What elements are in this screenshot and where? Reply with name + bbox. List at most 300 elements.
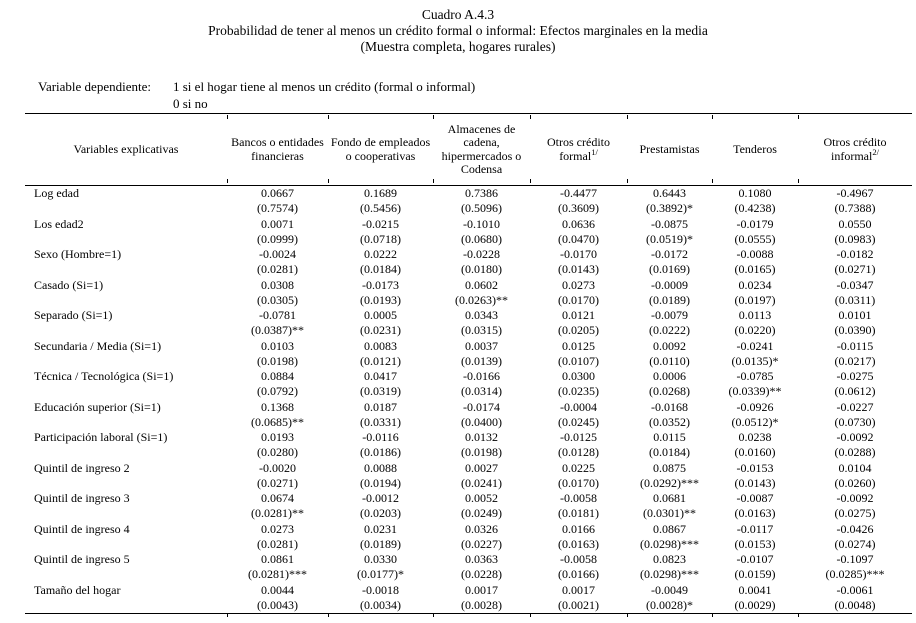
- coefficient-value: 0.0041: [738, 582, 772, 597]
- coefficient-value: 0.0027: [465, 460, 498, 475]
- coefficient-value: 0.0300: [562, 369, 595, 383]
- standard-error-value: (0.0163): [734, 506, 776, 521]
- coefficient-value: -0.0426: [836, 521, 874, 536]
- table-subtitle: (Muestra completa, hogares rurales): [360, 39, 556, 54]
- standard-error-value: (0.0198): [461, 445, 502, 460]
- coefficient-value: 0.0273: [562, 277, 595, 292]
- rule-tick: [627, 179, 628, 183]
- coefficient-value: 0.0166: [562, 521, 595, 536]
- coefficient-value: 0.0363: [465, 552, 498, 566]
- estimate-cell: [530, 461, 627, 492]
- coefficient-value: 0.0343: [465, 308, 498, 322]
- coefficient-value: 0.0636: [562, 216, 595, 231]
- estimate-cell: [433, 278, 530, 309]
- coefficient-value: -0.0215: [362, 216, 399, 231]
- estimate-cell: [328, 491, 433, 522]
- standard-error-value: (0.0983): [834, 231, 876, 246]
- column-header: Otros crédito informal$^{2/}$: [798, 114, 912, 186]
- standard-error-value: (0.0400): [461, 414, 502, 429]
- rule-tick: [328, 179, 329, 183]
- rule-tick: [798, 115, 799, 119]
- coefficient-value: -0.0179: [736, 216, 774, 231]
- coefficient-value: -0.0115: [836, 338, 874, 353]
- standard-error-value: (0.0143): [558, 262, 599, 277]
- estimate-cell: [433, 491, 530, 522]
- standard-error-value: (0.0315): [461, 323, 502, 338]
- variable-label: Log edad: [34, 186, 79, 200]
- rule-tick: [433, 613, 434, 617]
- coefficient-value: -0.0092: [836, 430, 874, 444]
- standard-error-value: (0.0034): [360, 597, 401, 612]
- standard-error-value: (0.0281)**: [251, 506, 304, 521]
- estimate-cell: [433, 583, 530, 614]
- coefficient-value: -0.0116: [362, 430, 399, 444]
- dependent-variable-values: [173, 79, 475, 112]
- coefficient-value: 0.0132: [465, 430, 498, 444]
- standard-error-value: (0.5456): [360, 201, 401, 216]
- results-table: [25, 113, 912, 614]
- estimate-cell: [227, 217, 328, 248]
- standard-error-value: (0.0298)***: [640, 567, 699, 582]
- estimate-cell: [798, 186, 912, 217]
- variable-label: Quintil de ingreso 4: [34, 521, 130, 536]
- coefficient-value: -0.0012: [362, 491, 399, 505]
- table-row: [25, 278, 912, 309]
- table-row: [25, 369, 912, 400]
- standard-error-value: (0.0685)**: [251, 414, 304, 429]
- standard-error-value: (0.0184): [649, 445, 690, 460]
- coefficient-value: 0.0417: [364, 369, 397, 383]
- estimate-cell: [227, 491, 328, 522]
- standard-error-value: (0.0193): [360, 292, 401, 307]
- standard-error-value: (0.0217): [834, 353, 876, 368]
- standard-error-value: (0.0220): [734, 323, 776, 338]
- standard-error-value: (0.0121): [360, 353, 401, 368]
- estimate-cell: [712, 400, 798, 431]
- coefficient-value: -0.0117: [736, 521, 774, 536]
- standard-error-value: (0.0227): [461, 536, 502, 551]
- coefficient-value: -0.0228: [463, 247, 500, 261]
- standard-error-value: (0.0135)*: [731, 353, 779, 368]
- estimate-cell: [627, 583, 712, 614]
- coefficient-value: 0.0088: [364, 460, 397, 475]
- estimate-cell: [530, 217, 627, 248]
- standard-error-value: (0.0028): [461, 597, 502, 612]
- coefficient-value: -0.0107: [736, 552, 774, 566]
- standard-error-value: (0.0311): [834, 292, 876, 307]
- standard-error-value: (0.0285)***: [825, 567, 885, 582]
- estimate-cell: [530, 522, 627, 553]
- estimate-cell: [712, 308, 798, 339]
- dependent-variable-label: Variable dependiente:: [38, 79, 151, 94]
- coefficient-value: 0.0101: [838, 308, 872, 322]
- standard-error-value: (0.0048): [834, 597, 876, 612]
- estimate-cell: [712, 217, 798, 248]
- standard-error-value: (0.0331): [360, 414, 401, 429]
- standard-error-value: (0.0718): [360, 231, 401, 246]
- rule-tick: [798, 179, 799, 183]
- estimate-cell: [433, 552, 530, 583]
- standard-error-value: (0.0028)*: [646, 597, 693, 612]
- coefficient-value: 0.0550: [838, 216, 872, 231]
- estimate-cell: [712, 186, 798, 217]
- coefficient-value: -0.1010: [463, 216, 500, 231]
- standard-error-value: (0.3892)*: [646, 201, 693, 216]
- estimate-cell: [328, 400, 433, 431]
- coefficient-value: 0.0681: [653, 491, 686, 505]
- table-row: [25, 552, 912, 583]
- standard-error-value: (0.5096): [461, 201, 502, 216]
- estimate-cell: [712, 583, 798, 614]
- estimate-cell: [227, 461, 328, 492]
- estimate-cell: [530, 552, 627, 583]
- column-header: Prestamistas: [627, 114, 712, 186]
- estimate-cell: [627, 308, 712, 339]
- coefficient-value: -0.0020: [259, 460, 296, 475]
- standard-error-value: (0.0263)**: [455, 292, 508, 307]
- coefficient-value: -0.0018: [362, 582, 399, 597]
- estimate-cell: [227, 339, 328, 370]
- estimate-cell: [627, 400, 712, 431]
- coefficient-value: 0.0092: [653, 338, 686, 353]
- coefficient-value: 0.0667: [261, 186, 294, 200]
- standard-error-value: (0.0110): [649, 353, 690, 368]
- coefficient-value: 0.0273: [261, 521, 294, 536]
- standard-error-value: (0.0730): [834, 414, 876, 429]
- coefficient-value: 0.0326: [465, 521, 498, 536]
- standard-error-value: (0.0268): [649, 384, 690, 399]
- standard-error-value: (0.0275): [834, 506, 876, 521]
- coefficient-value: 0.0823: [653, 552, 686, 566]
- coefficient-value: -0.0079: [651, 308, 688, 322]
- estimate-cell: [530, 491, 627, 522]
- coefficient-value: 0.6443: [653, 186, 686, 200]
- coefficient-value: -0.0173: [362, 277, 399, 292]
- estimate-cell: [433, 400, 530, 431]
- column-header: Otros crédito formal$^{1/}$: [530, 114, 627, 186]
- standard-error-value: (0.0298)***: [640, 536, 699, 551]
- coefficient-value: 0.0187: [364, 399, 397, 414]
- estimate-cell: [712, 369, 798, 400]
- estimate-cell: [798, 491, 912, 522]
- standard-error-value: (0.0029): [734, 597, 776, 612]
- variable-label: Los edad2: [34, 216, 84, 231]
- standard-error-value: (0.0159): [734, 567, 776, 582]
- coefficient-value: -0.0174: [463, 399, 500, 414]
- standard-error-value: (0.0305): [257, 292, 298, 307]
- estimate-cell: [627, 491, 712, 522]
- standard-error-value: (0.0288): [834, 445, 876, 460]
- rule-tick: [798, 613, 799, 617]
- standard-error-value: (0.0612): [834, 384, 876, 399]
- estimate-cell: [530, 278, 627, 309]
- coefficient-value: 0.0017: [562, 582, 595, 597]
- estimate-cell: [712, 247, 798, 278]
- standard-error-value: (0.0280): [257, 445, 298, 460]
- standard-error-value: (0.0139): [461, 353, 502, 368]
- estimate-cell: [798, 278, 912, 309]
- standard-error-value: (0.0165): [734, 262, 776, 277]
- estimate-cell: [530, 186, 627, 217]
- standard-error-value: (0.4238): [734, 201, 776, 216]
- rule-tick: [530, 179, 531, 183]
- coefficient-value: -0.4477: [560, 186, 597, 200]
- coefficient-value: 0.0884: [261, 369, 294, 383]
- standard-error-value: (0.7388): [834, 201, 876, 216]
- estimate-cell: [798, 308, 912, 339]
- table-row: [25, 491, 912, 522]
- standard-error-value: (0.0043): [257, 597, 298, 612]
- estimate-cell: [712, 552, 798, 583]
- rule-tick: [433, 179, 434, 183]
- standard-error-value: (0.0314): [461, 384, 502, 399]
- standard-error-value: (0.0180): [461, 262, 502, 277]
- estimate-cell: [627, 369, 712, 400]
- estimate-cell: [798, 339, 912, 370]
- table-row: [25, 217, 912, 248]
- rule-tick: [328, 115, 329, 119]
- rule-tick: [712, 613, 713, 617]
- standard-error-value: (0.0197): [734, 292, 776, 307]
- column-header: Bancos o entidades financieras: [227, 114, 328, 186]
- estimate-cell: [328, 430, 433, 461]
- estimate-cell: [328, 308, 433, 339]
- estimate-cell: [433, 430, 530, 461]
- coefficient-value: -0.0058: [560, 552, 597, 566]
- variable-label: Tamaño del hogar: [34, 582, 121, 597]
- estimate-cell: [328, 552, 433, 583]
- table-title: Probabilidad de tener al menos un crédito formal o informal: Efectos marginales en la media: [208, 23, 708, 38]
- rule-tick: [712, 115, 713, 119]
- coefficient-value: -0.0926: [736, 399, 774, 414]
- estimate-cell: [798, 400, 912, 431]
- column-header: Fondo de empleados o cooperativas: [328, 114, 433, 186]
- estimate-cell: [530, 339, 627, 370]
- estimate-cell: [530, 400, 627, 431]
- estimate-cell: [712, 430, 798, 461]
- standard-error-value: (0.0387)**: [251, 323, 304, 338]
- coefficient-value: 0.0222: [364, 247, 397, 261]
- estimate-cell: [227, 430, 328, 461]
- estimate-cell: [328, 461, 433, 492]
- estimate-cell: [227, 278, 328, 309]
- dependent-variable-note: [38, 79, 475, 112]
- coefficient-value: 0.0017: [465, 582, 498, 597]
- standard-error-value: (0.7574): [257, 201, 298, 216]
- standard-error-value: (0.0680): [461, 231, 502, 246]
- coefficient-value: -0.0024: [259, 247, 296, 261]
- rule-tick: [530, 115, 531, 119]
- estimate-cell: [328, 217, 433, 248]
- estimate-cell: [798, 430, 912, 461]
- standard-error-value: (0.0021): [558, 597, 599, 612]
- table-row: [25, 430, 912, 461]
- coefficient-value: -0.0781: [259, 308, 296, 322]
- coefficient-value: -0.0168: [651, 399, 688, 414]
- standard-error-value: (0.0181): [558, 506, 599, 521]
- estimate-cell: [712, 278, 798, 309]
- rule-tick: [627, 115, 628, 119]
- standard-error-value: (0.0339)**: [728, 384, 782, 399]
- column-header: Almacenes de cadena, hipermercados o Codensa: [433, 114, 530, 186]
- estimate-cell: [227, 583, 328, 614]
- coefficient-value: 0.0113: [738, 308, 772, 322]
- standard-error-value: (0.0792): [257, 384, 298, 399]
- standard-error-value: (0.0281): [257, 536, 298, 551]
- coefficient-value: 0.0308: [261, 277, 294, 292]
- estimate-cell: [530, 583, 627, 614]
- coefficient-value: 0.0115: [653, 430, 686, 444]
- variable-label: Sexo (Hombre=1): [34, 247, 122, 261]
- coefficient-value: -0.4967: [836, 186, 874, 200]
- variable-label: Participación laboral (Si=1): [34, 430, 168, 444]
- results-table-wrap: [25, 113, 912, 614]
- estimate-cell: [227, 522, 328, 553]
- estimate-cell: [328, 247, 433, 278]
- estimate-cell: [627, 186, 712, 217]
- standard-error-value: (0.0301)**: [643, 506, 696, 521]
- rule-tick: [530, 613, 531, 617]
- estimate-cell: [328, 186, 433, 217]
- standard-error-value: (0.0271): [834, 262, 876, 277]
- standard-error-value: (0.0189): [649, 292, 690, 307]
- estimate-cell: [530, 369, 627, 400]
- estimate-cell: [627, 522, 712, 553]
- standard-error-value: (0.0128): [558, 445, 599, 460]
- standard-error-value: (0.0153): [734, 536, 776, 551]
- estimate-cell: [530, 430, 627, 461]
- estimate-cell: [798, 522, 912, 553]
- estimate-cell: [227, 400, 328, 431]
- estimate-cell: [227, 186, 328, 217]
- standard-error-value: (0.0999): [257, 231, 298, 246]
- dependent-variable-value-2: 0 si no: [173, 95, 208, 111]
- standard-error-value: (0.0198): [257, 353, 298, 368]
- coefficient-value: 0.0037: [465, 338, 498, 353]
- estimate-cell: [798, 552, 912, 583]
- footnote-marker: 2/: [872, 146, 879, 157]
- coefficient-value: 0.0121: [562, 308, 595, 322]
- coefficient-value: 0.0231: [364, 521, 397, 536]
- coefficient-value: 0.1368: [261, 399, 294, 414]
- estimate-cell: [227, 369, 328, 400]
- estimate-cell: [328, 339, 433, 370]
- standard-error-value: (0.0470): [558, 231, 599, 246]
- standard-error-value: (0.0555): [734, 231, 776, 246]
- standard-error-value: (0.0271): [257, 475, 298, 490]
- estimate-cell: [433, 308, 530, 339]
- standard-error-value: (0.0163): [558, 536, 599, 551]
- coefficient-value: 0.0005: [364, 308, 397, 322]
- standard-error-value: (0.0241): [461, 475, 502, 490]
- rule-tick: [627, 613, 628, 617]
- coefficient-value: -0.0004: [560, 399, 597, 414]
- estimate-cell: [627, 552, 712, 583]
- variable-label: Casado (Si=1): [34, 277, 104, 292]
- footnote-marker: 1/: [591, 146, 598, 157]
- standard-error-value: (0.0281): [257, 262, 298, 277]
- table-row: [25, 583, 912, 614]
- coefficient-value: 0.0674: [261, 491, 294, 505]
- coefficient-value: 0.0238: [738, 430, 772, 444]
- rule-tick: [433, 115, 434, 119]
- standard-error-value: (0.0143): [734, 475, 776, 490]
- standard-error-value: (0.0205): [558, 323, 599, 338]
- coefficient-value: 0.0052: [465, 491, 498, 505]
- estimate-cell: [798, 583, 912, 614]
- standard-error-value: (0.0222): [649, 323, 690, 338]
- estimate-cell: [712, 339, 798, 370]
- coefficient-value: -0.0009: [651, 277, 688, 292]
- standard-error-value: (0.0249): [461, 506, 502, 521]
- coefficient-value: 0.0867: [653, 521, 686, 536]
- variable-label: Quintil de ingreso 5: [34, 552, 130, 566]
- standard-error-value: (0.0177)*: [357, 567, 404, 582]
- coefficient-value: 0.0044: [261, 582, 294, 597]
- estimate-cell: [433, 186, 530, 217]
- coefficient-value: 0.0602: [465, 277, 498, 292]
- coefficient-value: -0.0227: [836, 399, 874, 414]
- estimate-cell: [627, 461, 712, 492]
- standard-error-value: (0.0245): [558, 414, 599, 429]
- coefficient-value: 0.0330: [364, 552, 397, 566]
- estimate-cell: [798, 369, 912, 400]
- coefficient-value: 0.7386: [465, 186, 498, 200]
- standard-error-value: (0.0274): [834, 536, 876, 551]
- estimate-cell: [712, 522, 798, 553]
- coefficient-value: 0.0193: [261, 430, 294, 444]
- estimate-cell: [433, 461, 530, 492]
- coefficient-value: 0.1689: [364, 186, 397, 200]
- estimate-cell: [433, 522, 530, 553]
- coefficient-value: -0.0125: [560, 430, 597, 444]
- variable-label: Técnica / Tecnológica (Si=1): [34, 369, 174, 383]
- estimate-cell: [798, 247, 912, 278]
- standard-error-value: (0.0203): [360, 506, 401, 521]
- estimate-cell: [433, 217, 530, 248]
- coefficient-value: -0.0166: [463, 369, 500, 383]
- estimate-cell: [627, 247, 712, 278]
- estimate-cell: [433, 369, 530, 400]
- coefficient-value: -0.0061: [836, 582, 874, 597]
- estimate-cell: [530, 247, 627, 278]
- coefficient-value: -0.0170: [560, 247, 597, 261]
- estimate-cell: [328, 583, 433, 614]
- table-title-block: [0, 0, 916, 55]
- coefficient-value: 0.0104: [838, 460, 872, 475]
- rule-tick: [328, 613, 329, 617]
- standard-error-value: (0.0231): [360, 323, 401, 338]
- coefficient-value: -0.0058: [560, 491, 597, 505]
- standard-error-value: (0.0170): [558, 292, 599, 307]
- standard-error-value: (0.0512)*: [731, 414, 779, 429]
- estimate-cell: [227, 247, 328, 278]
- standard-error-value: (0.0166): [558, 567, 599, 582]
- standard-error-value: (0.0160): [734, 445, 776, 460]
- estimate-cell: [328, 522, 433, 553]
- estimate-cell: [433, 247, 530, 278]
- stub-column-header: Variables explicativas: [25, 114, 227, 186]
- standard-error-value: (0.0319): [360, 384, 401, 399]
- coefficient-value: 0.0125: [562, 338, 595, 353]
- standard-error-value: (0.0170): [558, 475, 599, 490]
- estimate-cell: [227, 552, 328, 583]
- table-row: [25, 186, 912, 217]
- table-row: [25, 339, 912, 370]
- table-header-row: [25, 114, 912, 186]
- standard-error-value: (0.0194): [360, 475, 401, 490]
- coefficient-value: 0.0083: [364, 338, 397, 353]
